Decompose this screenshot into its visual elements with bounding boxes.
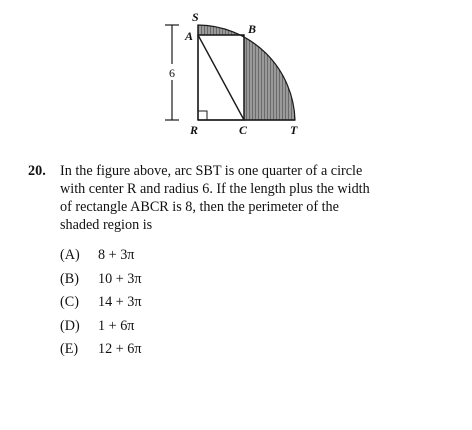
choice-e[interactable] [60,338,142,362]
choice-expression: 14 + 3π [98,294,142,310]
choice-expression: 12 + 6π [98,341,142,357]
right-angle-mark [198,111,207,120]
choice-letter: (B) [60,270,79,287]
choice-letter: (E) [60,341,79,357]
question-line: with center R and radius 6. If the length plus the width [60,181,370,197]
choice-letter: (D) [60,317,80,334]
label-a: A [185,29,194,43]
shaded-region [198,25,295,120]
choice-expression: 1 + 6π [98,317,135,334]
choice-a[interactable] [60,244,142,268]
choice-d[interactable] [60,315,142,339]
answer-choices [60,244,142,362]
label-r: R [190,123,199,137]
dimension-label: 6 [169,66,175,80]
question-line: of rectangle ABCR is 8, then the perimeter of the [60,199,339,215]
choice-letter: (A) [60,247,80,263]
choice-b[interactable] [60,268,142,292]
question-text [60,162,448,234]
label-t: T [290,123,298,137]
question-line: In the figure above, arc SBT is one quarter of a circle [60,163,363,179]
choice-expression: 8 + 3π [98,247,135,263]
question-block [28,162,448,234]
label-s: S [192,10,199,24]
choice-expression: 10 + 3π [98,270,142,287]
question-number: 20. [28,163,46,179]
question-line: shaded region is [60,217,153,233]
choice-c[interactable] [60,291,142,315]
label-c: C [239,123,248,137]
diagonal-ac [198,35,244,120]
geometry-figure [0,0,340,150]
choice-letter: (C) [60,294,79,310]
label-b: B [248,22,257,36]
